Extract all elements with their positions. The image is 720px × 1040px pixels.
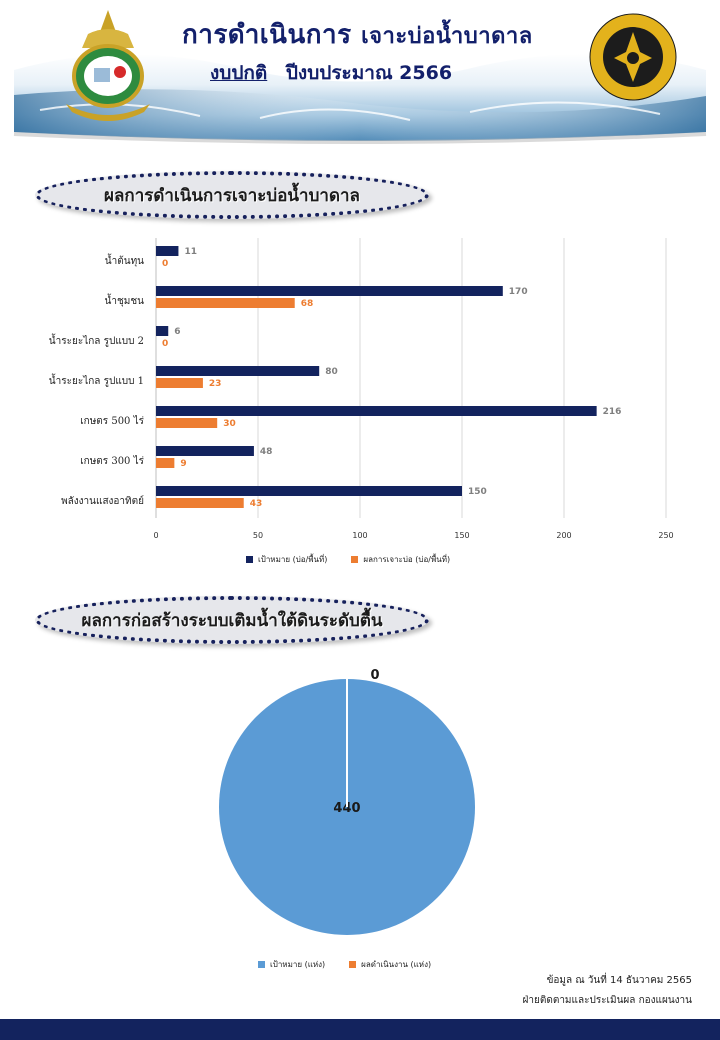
x-tick-label: 250 — [658, 531, 674, 540]
data-date: ข้อมูล ณ วันที่ 14 ธันวาคม 2565 — [546, 975, 692, 986]
bar-target — [156, 366, 319, 376]
drilling-bar-chart — [0, 230, 720, 550]
data-label: 80 — [325, 367, 338, 377]
data-department: ฝ่ายติดตามและประเมินผล กองแผนงาน — [522, 995, 692, 1006]
ministry-emblem-icon — [58, 8, 158, 128]
pie-data-label: 440 — [333, 801, 361, 816]
data-label: 216 — [602, 407, 622, 417]
data-label: 30 — [223, 419, 236, 429]
bar-target — [156, 446, 254, 456]
legend-swatch-result — [351, 556, 358, 563]
budget-type-label: งบปกติ — [210, 62, 268, 84]
x-tick-label: 150 — [454, 531, 470, 540]
data-label: 0 — [162, 339, 169, 349]
data-label: 68 — [300, 299, 314, 309]
page-subtitle — [210, 58, 452, 88]
x-tick-label: 50 — [252, 531, 264, 540]
category-label: เกษตร 300 ไร่ — [80, 456, 144, 467]
x-tick-label: 0 — [153, 531, 159, 540]
legend-swatch-pie-result — [349, 961, 356, 968]
data-label: 150 — [468, 487, 487, 497]
x-tick-label: 100 — [352, 531, 368, 540]
fiscal-year-label: ปีงบประมาณ 2566 — [285, 62, 453, 84]
category-label: เกษตร 500 ไร่ — [80, 416, 144, 427]
data-label: 23 — [208, 379, 222, 389]
category-label: น้ำระยะไกล รูปแบบ 2 — [48, 336, 144, 347]
bar-result — [156, 458, 174, 468]
legend-item-result: ผลการเจาะบ่อ (บ่อ/พื้นที่) — [351, 553, 450, 566]
bar-target — [156, 246, 178, 256]
data-label: 48 — [259, 447, 273, 457]
category-label: พลังงานแสงอาทิตย์ — [61, 496, 144, 507]
data-label: 9 — [180, 459, 187, 469]
pie-data-label: 0 — [370, 668, 380, 683]
data-label: 0 — [162, 259, 169, 269]
bar-target — [156, 326, 168, 336]
category-label: น้ำต้นทุน — [104, 256, 144, 267]
bar-result — [156, 378, 203, 388]
data-label: 6 — [174, 327, 181, 337]
bar-result — [156, 498, 244, 508]
bar-target — [156, 406, 597, 416]
x-tick-label: 200 — [556, 531, 572, 540]
legend-swatch-target — [246, 556, 253, 563]
data-label: 43 — [249, 499, 263, 509]
data-label: 170 — [508, 287, 528, 297]
header-banner — [0, 0, 720, 150]
section-title-drilling: ผลการดำเนินการเจาะบ่อน้ำบาดาล — [35, 171, 429, 219]
bar-target — [156, 286, 503, 296]
footer-bar — [0, 1019, 720, 1040]
section-title-recharge: ผลการก่อสร้างระบบเติมน้ำใต้ดินระดับตื้น — [35, 596, 429, 644]
data-label: 11 — [184, 247, 197, 257]
bar-result — [156, 298, 295, 308]
bar-result — [156, 418, 217, 428]
category-label: น้ำชุมชน — [104, 296, 144, 307]
pie-chart-legend — [258, 958, 455, 971]
page-title: การดำเนินการ เจาะบ่อน้ำบาดาล — [182, 20, 533, 50]
bar-chart-legend — [246, 553, 474, 566]
recharge-pie-chart — [200, 665, 500, 945]
legend-item-pie-target: เป้าหมาย (แห่ง) — [258, 958, 325, 971]
department-seal-icon — [588, 12, 678, 102]
category-label: น้ำระยะไกล รูปแบบ 1 — [48, 376, 144, 387]
legend-swatch-pie-target — [258, 961, 265, 968]
data-source-note — [523, 971, 693, 1011]
legend-item-target: เป้าหมาย (บ่อ/พื้นที่) — [246, 553, 327, 566]
bar-target — [156, 486, 462, 496]
legend-item-pie-result: ผลดำเนินงาน (แห่ง) — [349, 958, 431, 971]
